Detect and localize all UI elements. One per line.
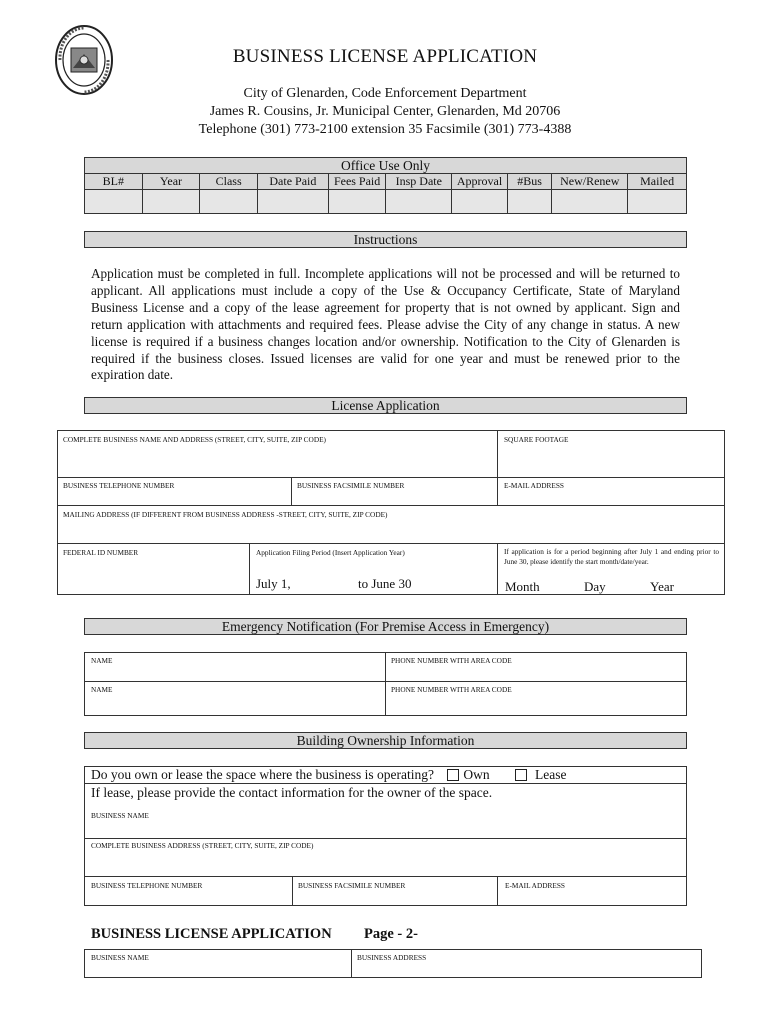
business-telephone-field[interactable]: [58, 490, 290, 504]
mailing-address-field[interactable]: [58, 520, 724, 542]
lease-checkbox[interactable]: [515, 769, 527, 781]
office-field-new-renew[interactable]: [552, 190, 628, 214]
emergency-phone-2-field[interactable]: [386, 694, 686, 715]
col-fees-paid: Fees Paid: [328, 174, 386, 190]
federal-id-field[interactable]: [58, 558, 248, 594]
office-field-class[interactable]: [200, 190, 258, 214]
contact-line: Telephone (301) 773-2100 extension 35 Facsimile (301) 773-4388: [198, 122, 572, 137]
month-label: Month: [505, 579, 540, 594]
divider: [57, 477, 725, 478]
owner-telephone-label: BUSINESS TELEPHONE NUMBER: [91, 881, 203, 890]
col-bl: BL#: [85, 174, 143, 190]
office-field-year[interactable]: [142, 190, 200, 214]
square-footage-field[interactable]: [498, 445, 724, 476]
instructions-text: Application must be completed in full. Incomplete applications will not be processed and will be returned to applicant. All applications must include a copy of the Use & Occupancy Certificate, State of Maryland Business License and a copy of the lease agreement for property that is not owned by applicant. Sign and return application with attachments and required fees. Please advise the City of any change in status. A new license is required if a business changes location and/or ownership. Notification to the City of Glenarden is required if the business closes. Issued licenses are valid for one year and must be renewed prior to the expiration date.: [91, 266, 680, 383]
owner-business-name-label: BUSINESS NAME: [91, 811, 149, 820]
divider: [84, 838, 687, 839]
office-field-insp-date[interactable]: [386, 190, 452, 214]
page2-business-name-label: BUSINESS NAME: [91, 953, 149, 962]
col-class: Class: [200, 174, 258, 190]
emergency-phone-1-field[interactable]: [386, 665, 686, 680]
filing-period-start: July 1,: [256, 576, 291, 591]
owner-business-name-field[interactable]: [85, 821, 686, 837]
emergency-name-1-field[interactable]: [85, 665, 384, 680]
col-bus: #Bus: [507, 174, 552, 190]
divider: [57, 505, 725, 506]
col-date-paid: Date Paid: [257, 174, 328, 190]
square-footage-label: SQUARE FOOTAGE: [504, 435, 569, 444]
office-field-bl[interactable]: [85, 190, 143, 214]
email-label: E-MAIL ADDRESS: [504, 481, 564, 490]
own-checkbox[interactable]: [447, 769, 459, 781]
col-approval: Approval: [452, 174, 508, 190]
federal-id-label: FEDERAL ID NUMBER: [63, 548, 139, 557]
office-field-date-paid[interactable]: [257, 190, 328, 214]
divider: [249, 543, 250, 595]
instructions-title: Instructions: [353, 232, 418, 247]
address-line: James R. Cousins, Jr. Municipal Center, Glenarden, Md 20706: [209, 104, 561, 119]
owner-address-label: COMPLETE BUSINESS ADDRESS (STREET, CITY, SUITE, ZIP CODE): [91, 841, 314, 850]
email-field[interactable]: [498, 490, 724, 504]
license-application-title: License Application: [331, 398, 440, 413]
office-field-bus[interactable]: [507, 190, 552, 214]
year-label: Year: [650, 579, 674, 594]
form-title: BUSINESS LICENSE APPLICATION: [232, 46, 538, 67]
emergency-phone-2-label: PHONE NUMBER WITH AREA CODE: [391, 685, 512, 694]
divider: [84, 783, 687, 784]
business-facsimile-field[interactable]: [292, 490, 496, 504]
lease-label: Lease: [535, 767, 567, 782]
filing-period-label: Application Filing Period (Insert Application Year): [256, 548, 405, 557]
license-application-header: [84, 397, 687, 414]
col-insp-date: Insp Date: [386, 174, 452, 190]
business-facsimile-label: BUSINESS FACSIMILE NUMBER: [297, 481, 405, 490]
owner-email-label: E-MAIL ADDRESS: [505, 881, 565, 890]
own-lease-question: Do you own or lease the space where the business is operating?: [91, 767, 435, 782]
emergency-phone-1-label: PHONE NUMBER WITH AREA CODE: [391, 656, 512, 665]
emergency-name-2-label: NAME: [91, 685, 113, 694]
owner-email-field[interactable]: [498, 890, 686, 905]
page2-page-number: Page - 2-: [364, 926, 418, 942]
office-use-table: [84, 173, 687, 214]
divider: [57, 543, 725, 544]
page2-business-name-field[interactable]: [85, 962, 350, 977]
col-mailed: Mailed: [628, 174, 687, 190]
page2-business-address-label: BUSINESS ADDRESS: [357, 953, 427, 962]
business-name-address-label: COMPLETE BUSINESS NAME AND ADDRESS (STREET, CITY, SUITE, ZIP CODE): [63, 435, 326, 444]
building-ownership-title: Building Ownership Information: [296, 733, 475, 748]
col-new-renew: New/Renew: [552, 174, 628, 190]
filing-period-end: to June 30: [358, 576, 412, 591]
day-label: Day: [584, 579, 606, 594]
office-field-fees-paid[interactable]: [328, 190, 386, 214]
divider: [84, 876, 687, 877]
office-field-mailed[interactable]: [628, 190, 687, 214]
start-date-note: If application is for a period beginning after July 1 and ending prior to June 30, please identify the start month/date/year.: [504, 547, 719, 566]
own-lease-question-row: [91, 767, 567, 783]
filing-year-field[interactable]: [298, 576, 354, 591]
col-year: Year: [142, 174, 200, 190]
instructions-header: [84, 231, 687, 248]
office-use-title: Office Use Only: [341, 158, 430, 173]
divider: [497, 543, 498, 595]
page2-business-address-field[interactable]: [352, 962, 701, 977]
owner-address-field[interactable]: [85, 851, 686, 875]
office-field-approval[interactable]: [452, 190, 508, 214]
owner-facsimile-field[interactable]: [293, 890, 496, 905]
mailing-address-label: MAILING ADDRESS (IF DIFFERENT FROM BUSINESS ADDRESS -STREET, CITY, SUITE, ZIP CODE): [63, 510, 388, 519]
office-use-header: [84, 157, 687, 174]
emergency-title: Emergency Notification (For Premise Access in Emergency): [221, 619, 550, 634]
emergency-name-1-label: NAME: [91, 656, 113, 665]
page2-title: BUSINESS LICENSE APPLICATION: [91, 926, 332, 942]
owner-telephone-field[interactable]: [85, 890, 291, 905]
business-name-address-field[interactable]: [58, 445, 496, 476]
building-ownership-header: [84, 732, 687, 749]
own-label: Own: [463, 767, 490, 782]
emergency-header: [84, 618, 687, 635]
department-line: City of Glenarden, Code Enforcement Department: [243, 86, 527, 101]
owner-facsimile-label: BUSINESS FACSIMILE NUMBER: [298, 881, 406, 890]
emergency-name-2-field[interactable]: [85, 694, 384, 715]
business-telephone-label: BUSINESS TELEPHONE NUMBER: [63, 481, 175, 490]
lease-note: If lease, please provide the contact information for the owner of the space.: [91, 785, 493, 800]
